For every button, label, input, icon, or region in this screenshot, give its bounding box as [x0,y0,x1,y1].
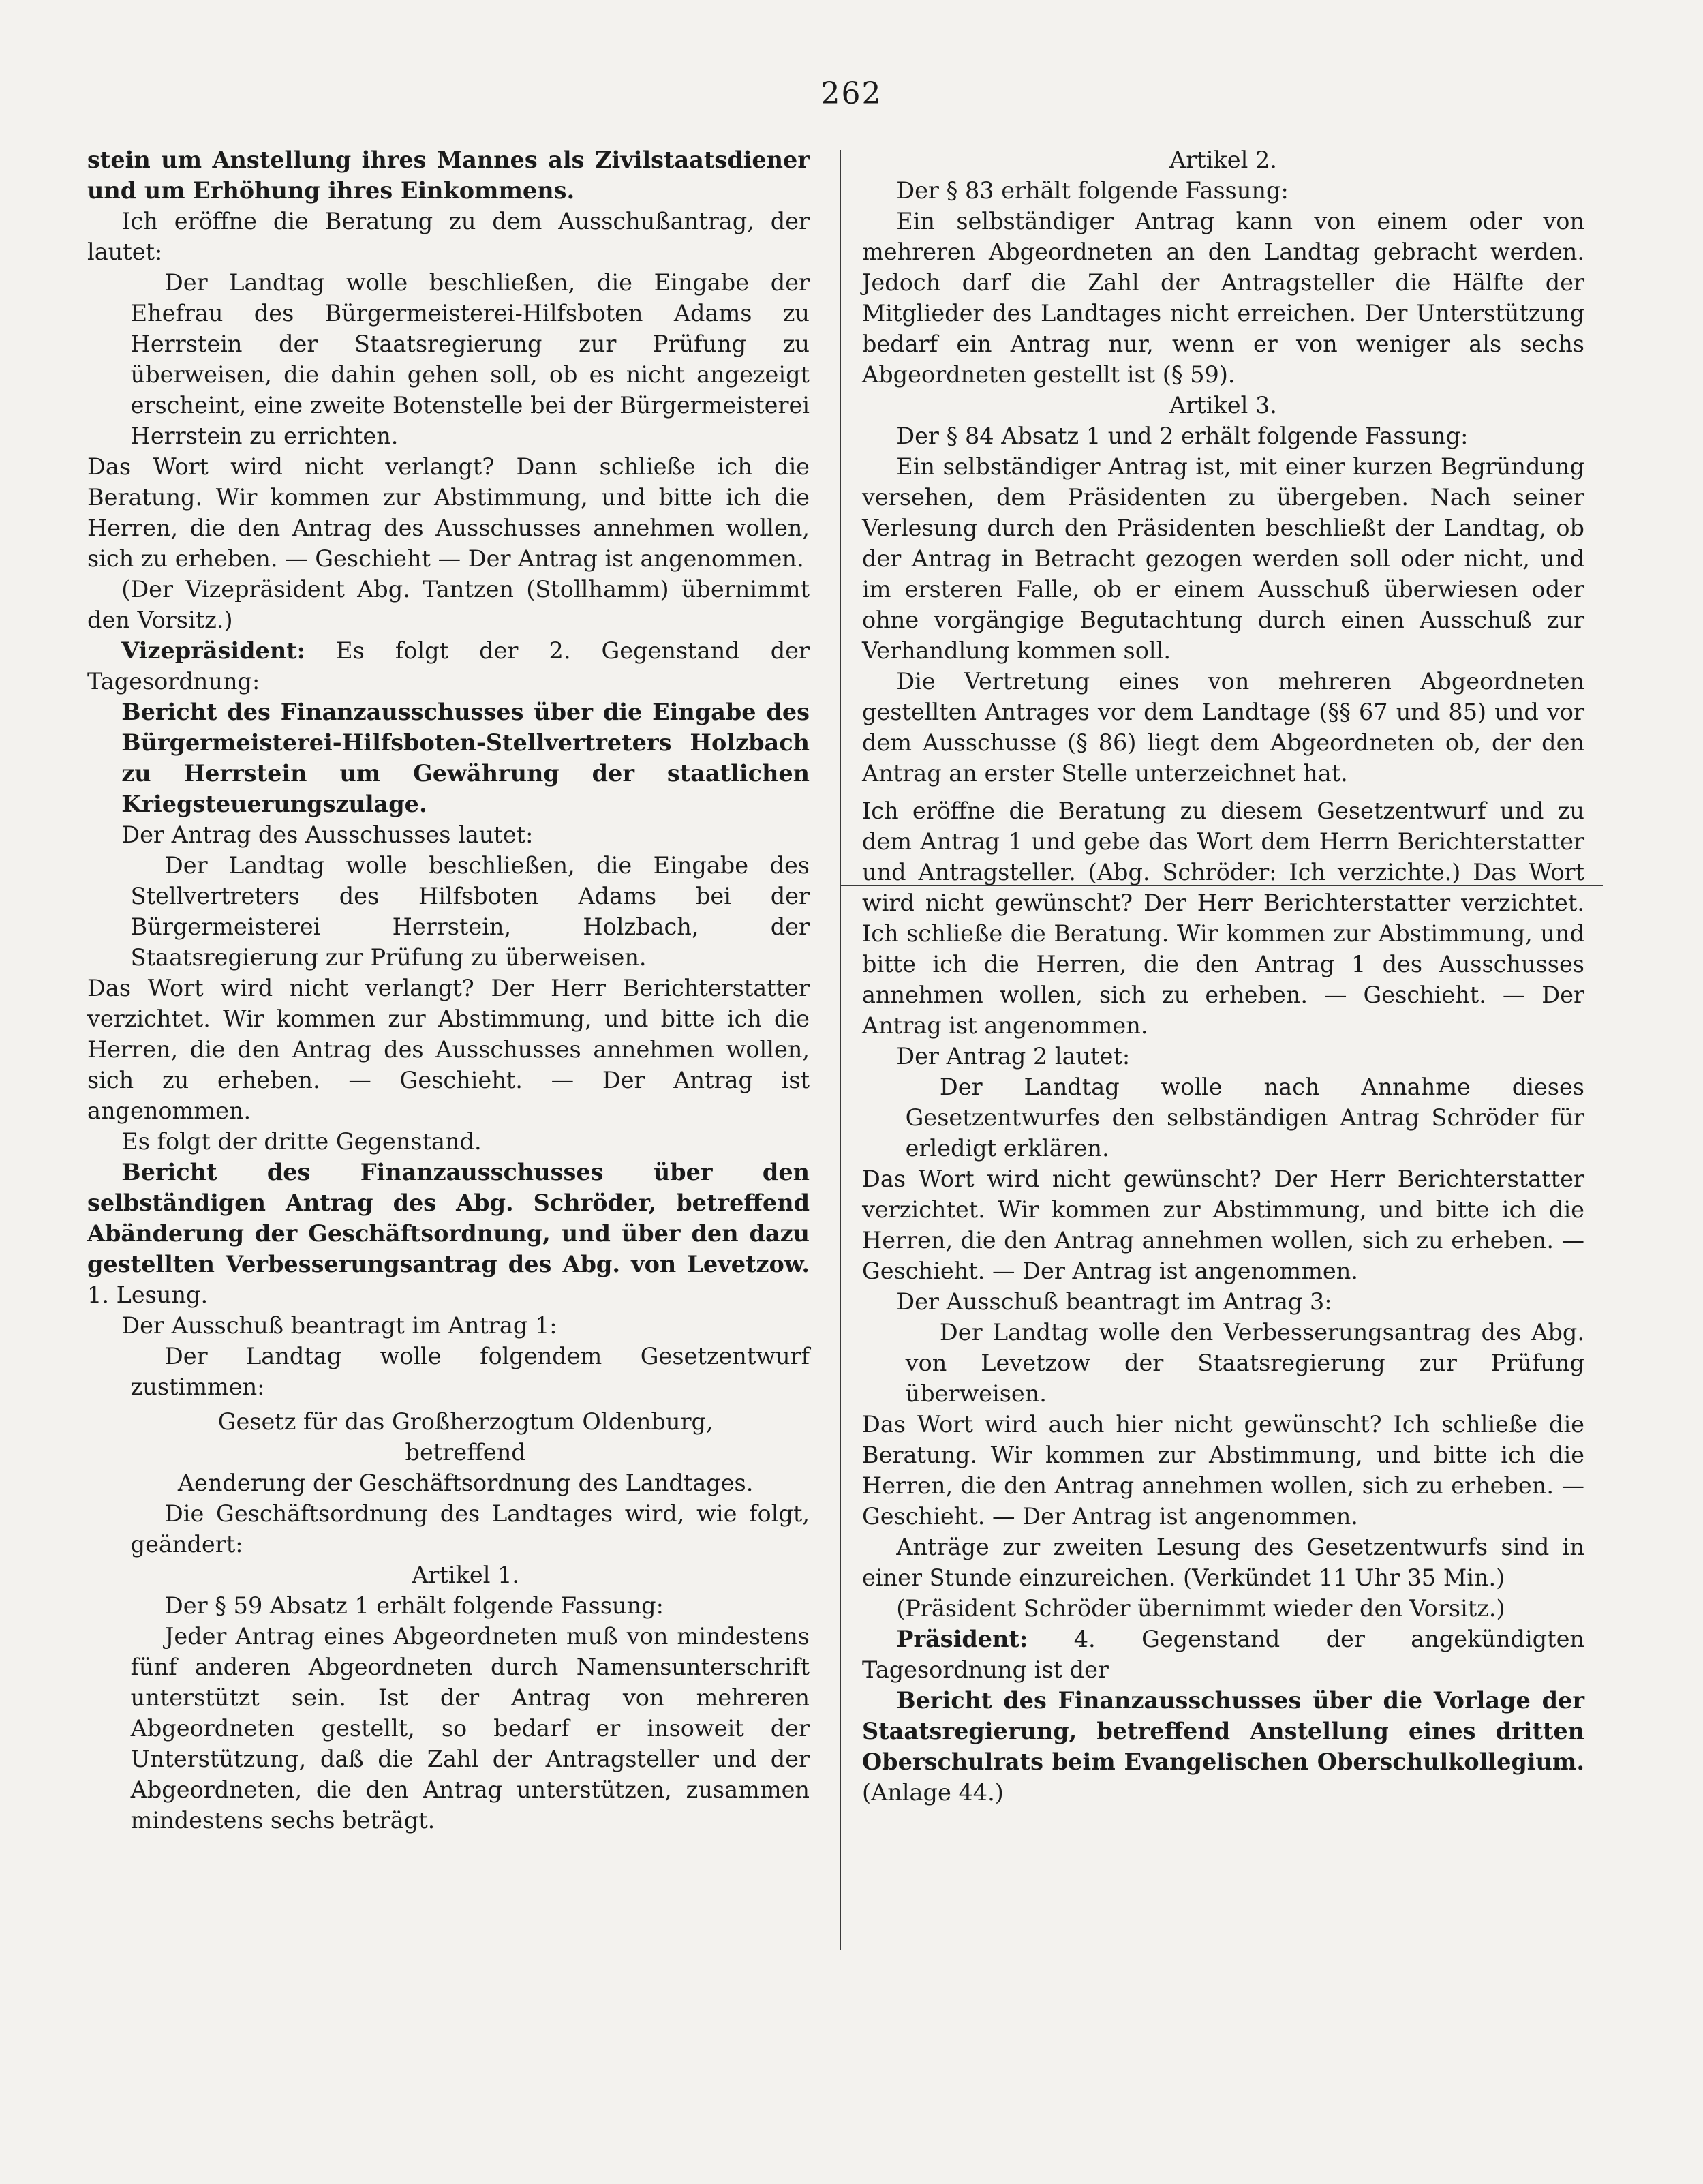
motion-text: Der Landtag wolle den Verbesserungsantrag des Abg. von Levetzow der Staatsregierung zur Prüfung überweisen. [905,1319,1584,1407]
speaker-label: Präsident: [896,1626,1028,1652]
paragraph: Der Antrag des Ausschusses lautet: [121,821,534,848]
paragraph: Der Antrag 2 lautet: [896,1043,1131,1070]
law-text: Der § 83 erhält folgende Fassung: [896,177,1289,204]
law-text: Jeder Antrag eines Abgeordneten muß von mindestens fünf anderen Abgeordneten durch Namensunterschrift unterstützt sein. Ist der Antrag von mehreren Abgeordneten gestellt, so bedarf er insoweit der Unterstützung, daß die Zahl der Antragsteller und der Abgeordneten, die den Antrag unterstützen, zusammen mindestens sechs beträgt. [130,1623,810,1834]
paragraph: Das Wort wird auch hier nicht gewünscht? Ich schließe die Beratung. Wir kommen zur Abstimmung, und bitte ich die Herren, die den Antrag annehmen wollen, sich zu erheben. — Geschieht. — Der Antrag ist angenommen. [862,1411,1584,1530]
agenda-item-title: Bericht des Finanzausschusses über den selbständigen Antrag des Abg. Schröder, betreffend Abänderung der Geschäftsordnung, und über den dazu gestellten Verbesserungsantrag des Abg. von Levetzow. [87,1159,810,1277]
right-column [862,145,1584,1808]
procedural-note: (Präsident Schröder übernimmt wieder den Vorsitz.) [896,1595,1505,1622]
law-title: betreffend [405,1439,526,1466]
law-text: Die Vertretung eines von mehreren Abgeordneten gestellten Antrages vor dem Landtage (§§ 67 und 85) und vor dem Ausschusse (§ 86) liegt dem Abgeordneten ob, der den Antrag an erster Stelle unterzeichnet hat. [862,668,1584,787]
left-column [87,145,810,1836]
paragraph: Das Wort wird nicht verlangt? Der Herr Berichterstatter verzichtet. Wir kommen zur Abstimmung, und bitte ich die Herren, die den Antrag des Ausschusses annehmen wollen, sich zu erheben. — Geschieht. — Der Antrag ist angenommen. [87,975,810,1124]
item-title-continued: stein um Anstellung ihres Mannes als Zivilstaatsdiener und um Erhöhung ihres Einkommens. [87,147,810,204]
reading-label: 1. Lesung. [87,1281,209,1308]
paragraph: Ich eröffne die Beratung zu diesem Gesetzentwurf und zu dem Antrag 1 und gebe das Wort dem Herrn Berichterstatter und Antragsteller. (Abg. Schröder: Ich verzichte.) Das Wort wird nicht gewünscht? Der Herr Berichterstatter verzichtet. Ich schließe die Beratung. Wir kommen zur Abstimmung, und bitte ich die Herren, die den Antrag 1 des Ausschusses annehmen wollen, sich zu erheben. — Geschieht. — Der Antrag ist angenommen. [862,798,1584,1039]
agenda-item-title: Bericht des Finanzausschusses über die Vorlage der Staatsregierung, betreffend Anstellung eines dritten Oberschulrats beim Evangelischen Oberschulkollegium. [862,1687,1584,1775]
procedural-note: (Der Vizepräsident Abg. Tantzen (Stollhamm) übernimmt den Vorsitz.) [87,576,810,633]
law-text: Ein selbständiger Antrag kann von einem oder von mehreren Abgeordneten an den Landtag gebracht werden. Jedoch darf die Zahl der Antragsteller die Hälfte der Mitglieder des Landtages nicht erreichen. Der Unterstützung bedarf ein Antrag nur, wenn er von weniger als sechs Abgeordneten gestellt ist (§ 59). [862,208,1584,388]
motion-text: Der Landtag wolle beschließen, die Eingabe des Stellvertreters des Hilfsboten Adams bei der Bürgermeisterei Herrstein, Holzbach, der Staatsregierung zur Prüfung zu überweisen. [130,852,810,971]
paragraph: 4. Gegenstand der angekündigten Tagesordnung ist der [862,1626,1584,1683]
law-text: Die Geschäftsordnung des Landtages wird, wie folgt, geändert: [130,1500,810,1558]
attachment-reference: (Anlage 44.) [862,1779,1004,1806]
paragraph: Das Wort wird nicht verlangt? Dann schließe ich die Beratung. Wir kommen zur Abstimmung, und bitte ich die Herren, die den Antrag des Ausschusses annehmen wollen, sich zu erheben. — Geschieht — Der Antrag ist angenommen. [87,453,810,572]
column-divider [840,150,841,1950]
paragraph: Es folgt der 2. Gegenstand der Tagesordnung: [87,637,810,695]
law-title: Gesetz für das Großherzogtum Oldenburg, [217,1408,714,1435]
paragraph: Der Ausschuß beantragt im Antrag 3: [896,1288,1332,1315]
paragraph: Anträge zur zweiten Lesung des Gesetzentwurfs sind in einer Stunde einzureichen. (Verkündet 11 Uhr 35 Min.) [862,1534,1584,1591]
motion-text: Der Landtag wolle beschließen, die Eingabe der Ehefrau des Bürgermeisterei-Hilfsboten Adams zu Herrstein der Staatsregierung zur Prüfung zu überweisen, die dahin gehen soll, ob es nicht angezeigt erscheint, eine zweite Botenstelle bei der Bürgermeisterei Herrstein zu errichten. [130,269,810,449]
article-heading: Artikel 2. [1169,147,1277,173]
law-text: Der § 84 Absatz 1 und 2 erhält folgende Fassung: [896,423,1469,449]
paragraph: Das Wort wird nicht gewünscht? Der Herr Berichterstatter verzichtet. Wir kommen zur Abstimmung, und bitte ich die Herren, die den Antrag annehmen wollen, sich zu erheben. — Geschieht. — Der Antrag ist angenommen. [862,1166,1584,1284]
law-text: Ein selbständiger Antrag ist, mit einer kurzen Begründung versehen, dem Präsidenten zu übergeben. Nach seiner Verlesung durch den Präsidenten beschließt der Landtag, ob der Antrag in Betracht gezogen werden soll oder nicht, und im ersteren Falle, ob er einem Ausschuß überwiesen oder ohne vorgängige Begutachtung durch einen Ausschuß zur Verhandlung kommen soll. [862,453,1584,664]
paragraph: Der Ausschuß beantragt im Antrag 1: [121,1312,557,1339]
article-heading: Artikel 3. [1169,392,1277,419]
speaker-label: Vizepräsident: [121,637,306,664]
article-heading: Artikel 1. [412,1562,520,1588]
paragraph: Ich eröffne die Beratung zu dem Ausschußantrag, der lautet: [87,208,810,265]
agenda-item-title: Bericht des Finanzausschusses über die Eingabe des Bürgermeisterei-Hilfsboten-Stellvertreters Holzbach zu Herrstein um Gewährung der staatlichen Kriegsteuerungszulage. [121,699,810,817]
motion-text: Der Landtag wolle nach Annahme dieses Gesetzentwurfes den selbständigen Antrag Schröder für erledigt erklären. [905,1074,1584,1162]
page-number: 262 [820,76,883,111]
law-title: Aenderung der Geschäftsordnung des Landtages. [177,1470,754,1496]
paragraph: Es folgt der dritte Gegenstand. [121,1128,482,1155]
motion-text: Der Landtag wolle folgendem Gesetzentwurf zustimmen: [130,1343,810,1400]
law-text: Der § 59 Absatz 1 erhält folgende Fassung: [164,1592,664,1619]
